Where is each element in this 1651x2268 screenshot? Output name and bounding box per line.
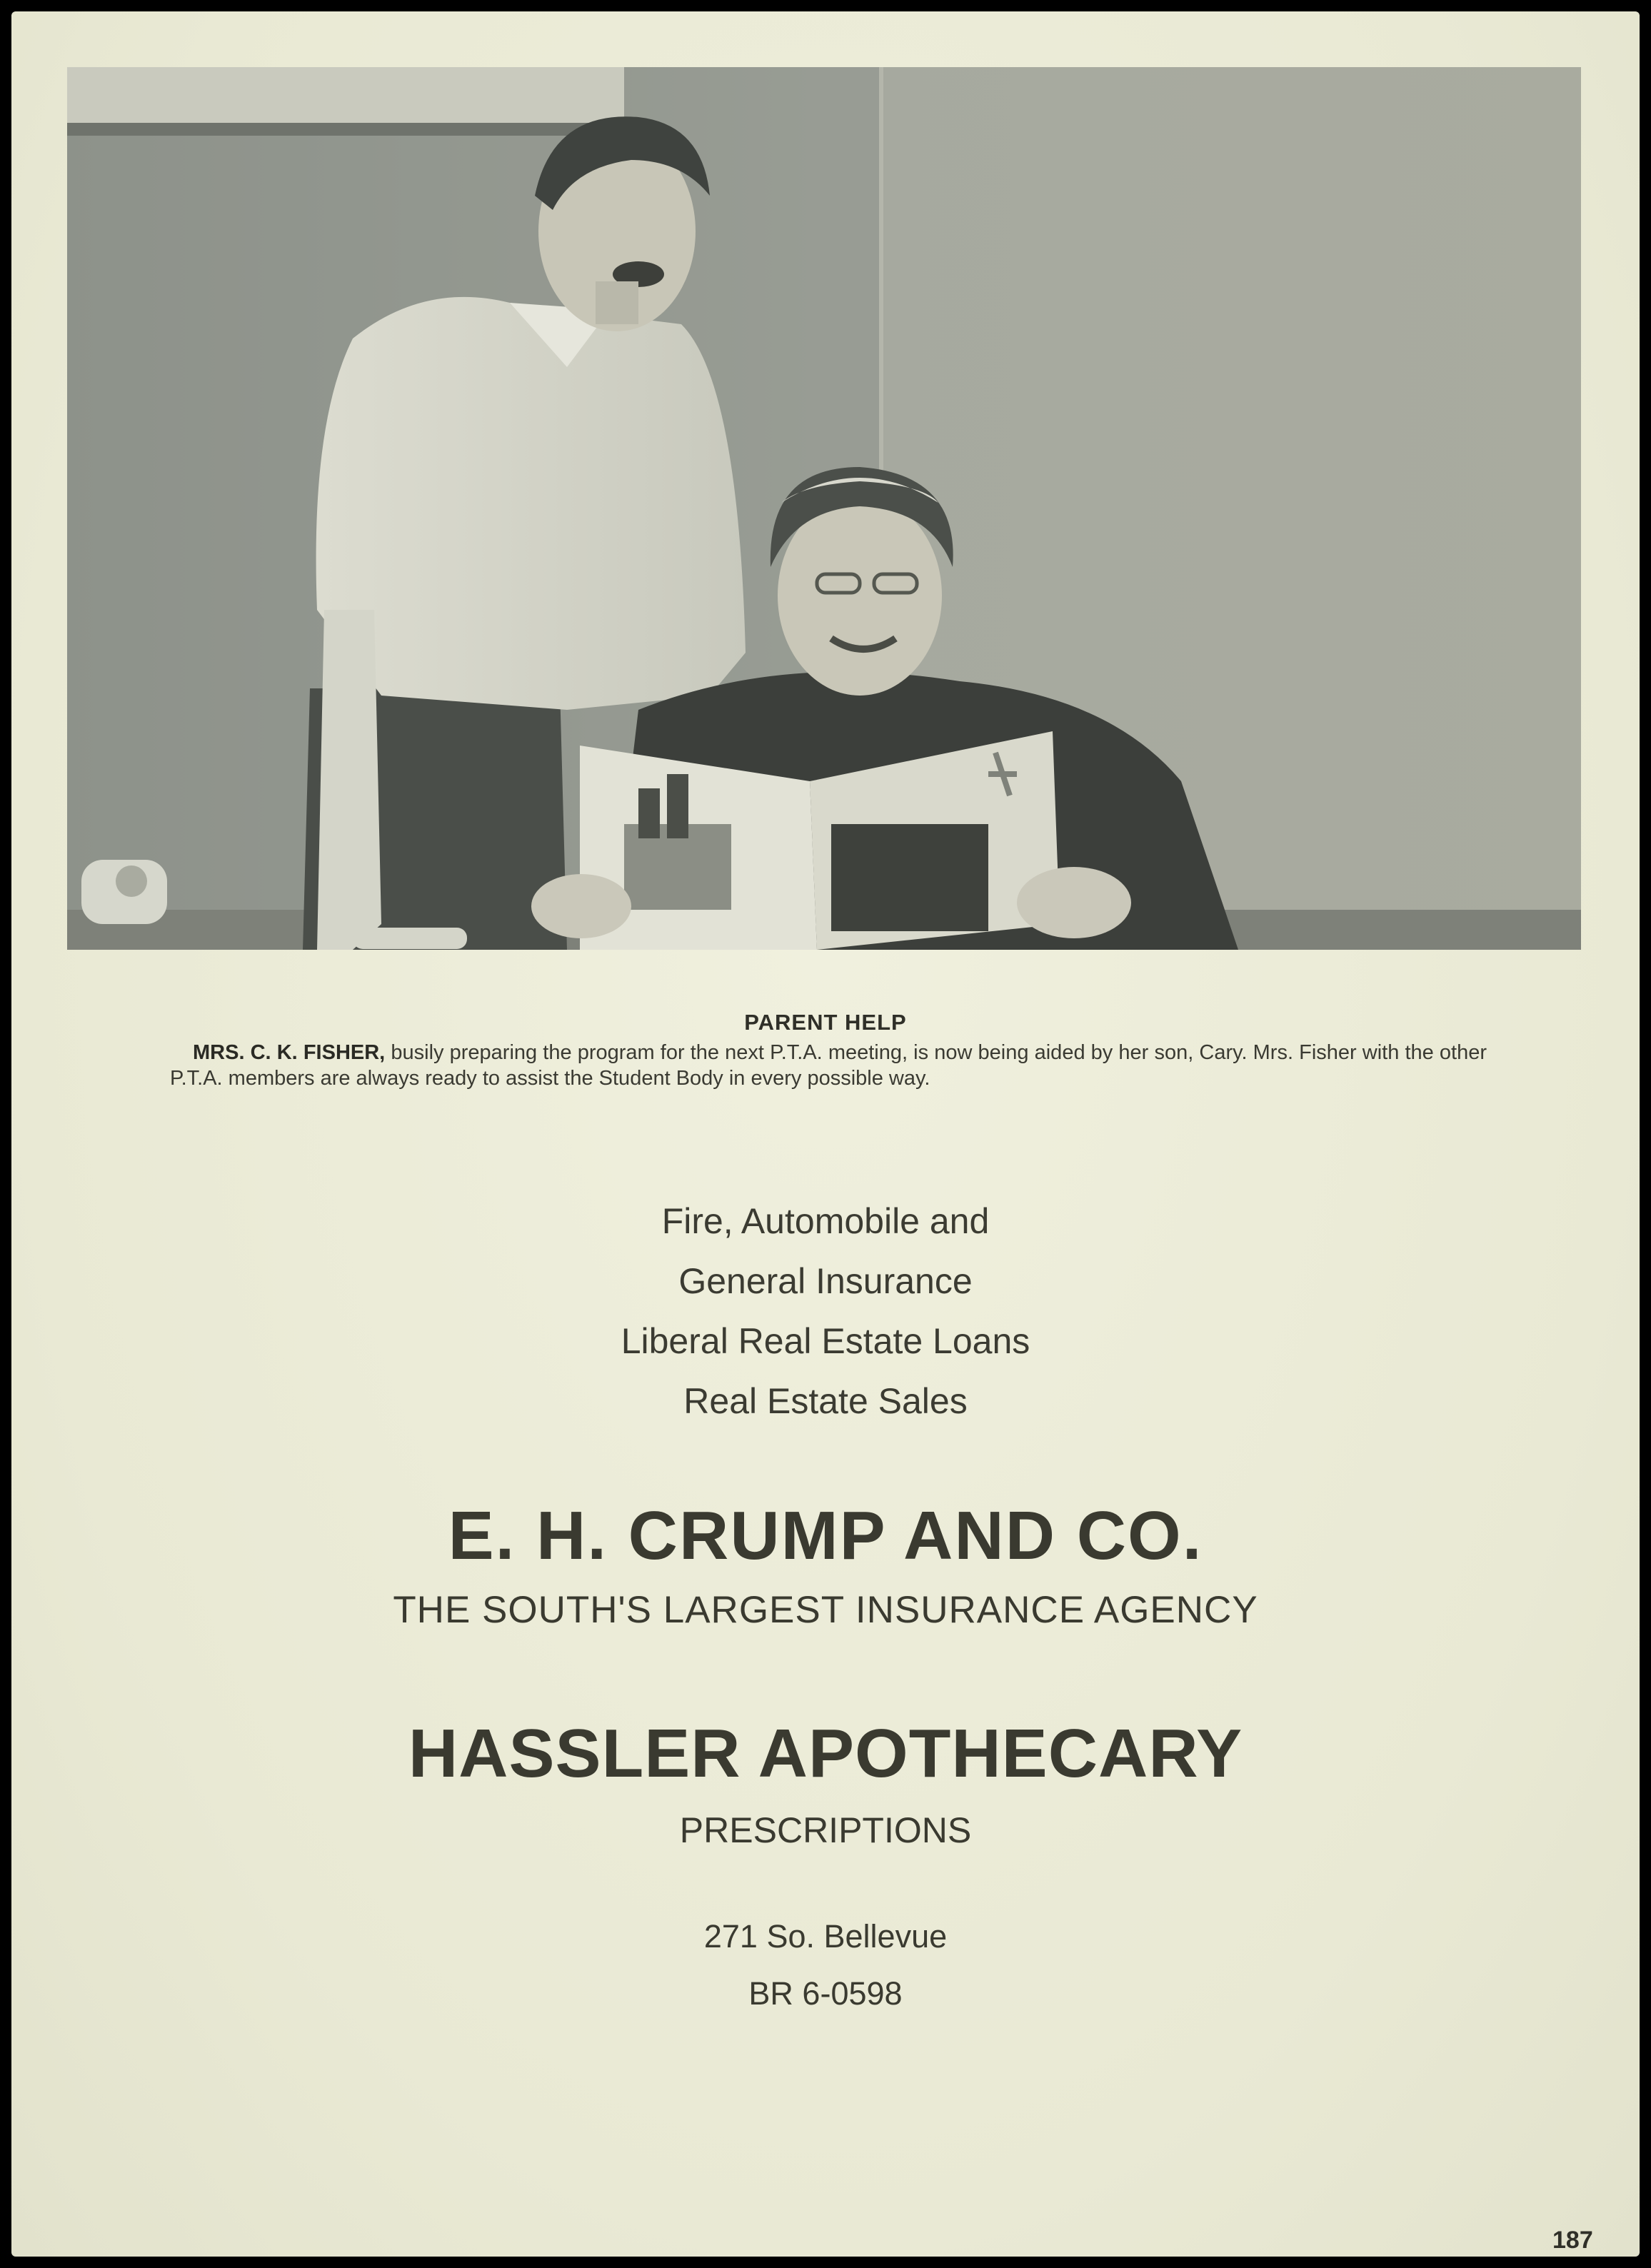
pharmacy-address: 271 So. Bellevue <box>703 1918 948 1955</box>
insurance-line: Liberal Real Estate Loans <box>621 1321 1030 1361</box>
photo-illustration <box>67 67 1581 950</box>
pencil-sharpener-shape <box>81 860 167 924</box>
insurance-line: General Insurance <box>678 1261 973 1301</box>
insurance-company-tagline: THE SOUTH'S LARGEST INSURANCE AGENCY <box>393 1589 1258 1631</box>
page-number: 187 <box>1552 2227 1593 2254</box>
insurance-company-name: E. H. CRUMP AND CO. <box>448 1497 1203 1574</box>
pharmacy-name: HASSLER APOTHECARY <box>408 1715 1243 1792</box>
insurance-line: Real Estate Sales <box>683 1381 968 1421</box>
pharmacy-contact <box>11 1908 1640 2022</box>
caption-heading: PARENT HELP <box>744 1010 907 1035</box>
parent-help-photo <box>67 67 1581 950</box>
caption-description: busily preparing the program for the next P.T.A. meeting, is now being aided by her son, Cary. Mrs. Fisher with the other P.T.A. members are always ready to assist the Student Body in every possible way. <box>170 1041 1487 1090</box>
insurance-services <box>11 1191 1640 1431</box>
caption-subject: MRS. C. K. FISHER, <box>193 1041 386 1064</box>
pharmacy-tagline: PRESCRIPTIONS <box>679 1810 972 1850</box>
yearbook-page <box>11 11 1640 2257</box>
caption-text <box>170 1040 1487 1091</box>
insurance-line: Fire, Automobile and <box>661 1201 990 1241</box>
pharmacy-phone: BR 6-0598 <box>748 1975 903 2012</box>
